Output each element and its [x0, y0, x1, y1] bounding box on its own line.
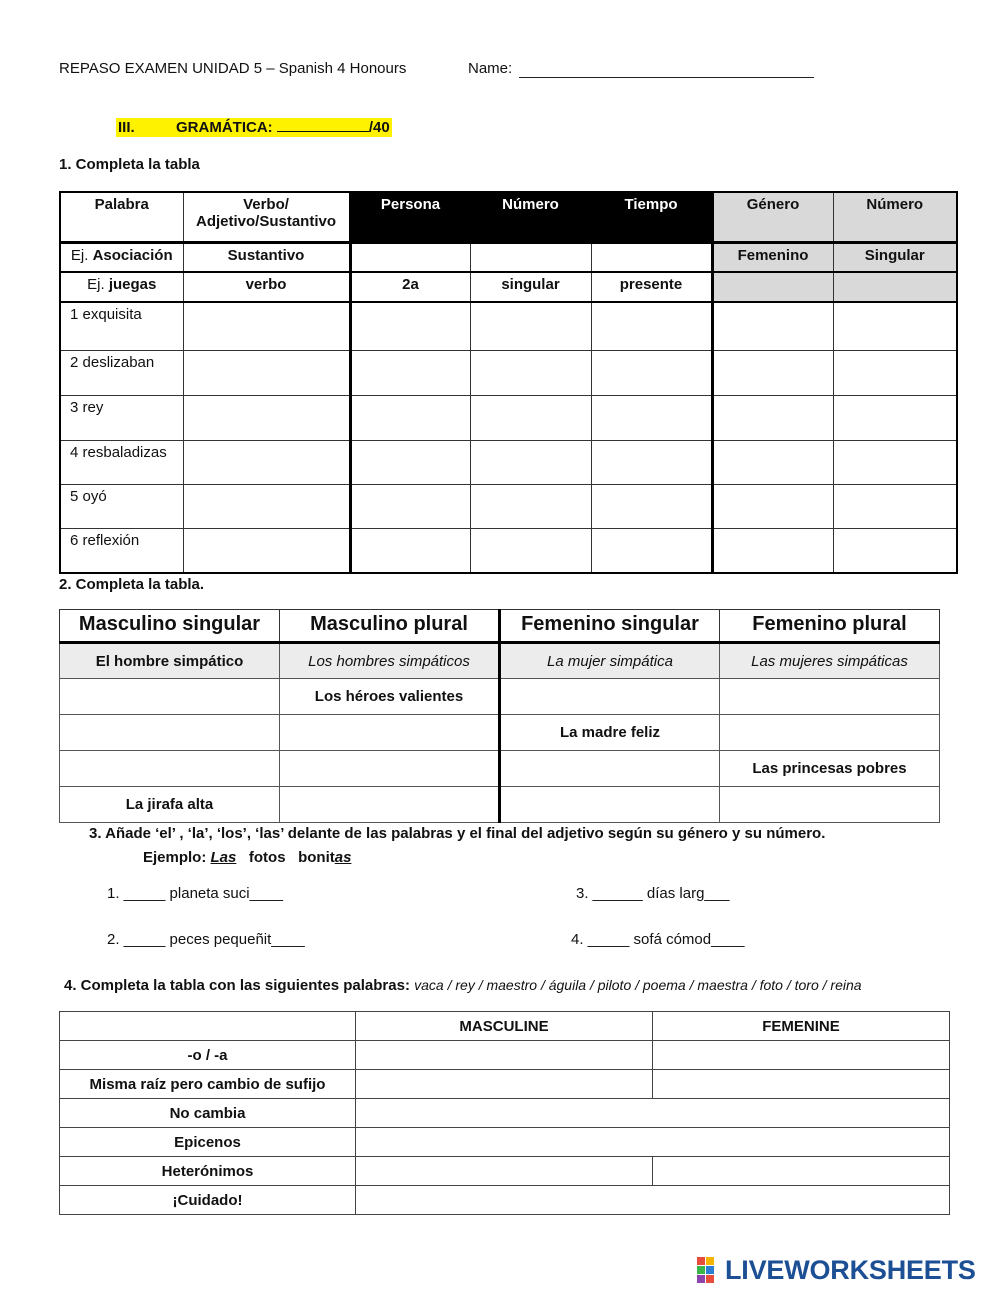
q4-table [59, 1011, 950, 1215]
q1-example2-word: Ej. juegas [60, 272, 183, 302]
q1-answer-cell[interactable] [350, 528, 470, 573]
q1-answer-cell[interactable] [470, 528, 591, 573]
q4-row-label: Misma raíz pero cambio de sufijo [60, 1070, 356, 1099]
q1-answer-cell[interactable] [470, 440, 591, 484]
q1-header-numero-nombre: Número [833, 192, 957, 242]
q4-title-line [64, 977, 862, 994]
q2-answer-cell[interactable] [60, 715, 280, 751]
q4-answer-cell[interactable] [356, 1041, 653, 1070]
q1-example1-numero [470, 242, 591, 272]
q1-answer-cell[interactable] [712, 484, 833, 528]
name-input-line[interactable] [519, 77, 814, 78]
q1-answer-cell[interactable] [591, 350, 712, 395]
logo-blocks-icon [697, 1257, 723, 1283]
q1-example2-type: verbo [183, 272, 350, 302]
q4-word-list: vaca / rey / maestro / águila / piloto / poema / maestra / foto / toro / reina [414, 977, 862, 993]
q1-answer-cell[interactable] [183, 395, 350, 440]
q1-example1-genero: Femenino [712, 242, 833, 272]
q2-answer-cell[interactable] [280, 787, 500, 823]
q3-title: 3. Añade ‘el’ , ‘la’, ‘los’, ‘las’ delante de las palabras y el final del adjetivo según su género y su número. [89, 825, 826, 842]
q1-answer-cell[interactable] [470, 302, 591, 350]
q1-answer-cell[interactable] [350, 440, 470, 484]
q1-answer-cell[interactable] [350, 395, 470, 440]
q1-answer-cell[interactable] [712, 395, 833, 440]
q2-header-masc-plur: Masculino plural [280, 610, 500, 643]
q1-table [59, 191, 958, 574]
q1-header-numero-verbo: Número [470, 192, 591, 242]
q1-header-persona: Persona [350, 192, 470, 242]
q2-answer-cell[interactable] [60, 751, 280, 787]
q1-answer-cell[interactable] [470, 350, 591, 395]
q1-example2-numero-nombre [833, 272, 957, 302]
q1-row-word: 5 oyó [60, 484, 183, 528]
q1-answer-cell[interactable] [591, 484, 712, 528]
q2-answer-cell[interactable] [720, 715, 940, 751]
q4-header-femenine: FEMENINE [653, 1012, 950, 1041]
q3-item[interactable]: 2. _____ peces pequeñit____ [107, 931, 305, 948]
q3-example [143, 849, 351, 866]
q2-given-masc-sing: La jirafa alta [60, 787, 280, 823]
q1-answer-cell[interactable] [833, 302, 957, 350]
q3-example-label: Ejemplo: [143, 849, 207, 866]
q1-header-palabra: Palabra [60, 192, 183, 242]
q1-answer-cell[interactable] [833, 395, 957, 440]
q2-table [59, 609, 940, 823]
q3-example-noun: fotos [248, 849, 286, 866]
q4-row-label: -o / -a [60, 1041, 356, 1070]
q2-answer-cell[interactable] [500, 787, 720, 823]
q1-example2-numero: singular [470, 272, 591, 302]
q1-example1-word: Ej. Asociación [60, 242, 183, 272]
q1-answer-cell[interactable] [183, 484, 350, 528]
q1-example1-type: Sustantivo [183, 242, 350, 272]
q1-row-word: 3 rey [60, 395, 183, 440]
q2-example-masc-plur: Los hombres simpáticos [280, 643, 500, 679]
q1-answer-cell[interactable] [350, 484, 470, 528]
q4-row-label: No cambia [60, 1099, 356, 1128]
q2-header-fem-sing: Femenino singular [500, 610, 720, 643]
score-blank[interactable] [277, 120, 369, 132]
q2-answer-cell[interactable] [280, 751, 500, 787]
section-number: III. [118, 119, 135, 136]
q2-example-fem-plur: Las mujeres simpáticas [720, 643, 940, 679]
q4-empty-corner [60, 1012, 356, 1041]
q4-row-label: Epicenos [60, 1128, 356, 1157]
q1-answer-cell[interactable] [470, 395, 591, 440]
name-label: Name: [468, 60, 513, 77]
q2-example-masc-sing: El hombre simpático [60, 643, 280, 679]
q1-answer-cell[interactable] [712, 440, 833, 484]
q2-given-fem-plur: Las princesas pobres [720, 751, 940, 787]
q1-row-word: 6 reflexión [60, 528, 183, 573]
q3-example-adjective: bonitas [298, 849, 352, 866]
q4-row-label: Heterónimos [60, 1157, 356, 1186]
q1-example1-numero-nombre: Singular [833, 242, 957, 272]
q1-answer-cell[interactable] [591, 528, 712, 573]
q3-example-article: Las [210, 849, 237, 866]
section-title: GRAMÁTICA: [176, 119, 273, 136]
worksheet-header [59, 60, 513, 77]
q1-title: 1. Completa la tabla [59, 156, 200, 173]
q2-answer-cell[interactable] [720, 679, 940, 715]
q1-example2-tiempo: presente [591, 272, 712, 302]
q4-answer-cell[interactable] [653, 1041, 950, 1070]
q1-answer-cell[interactable] [712, 350, 833, 395]
q4-answer-cell[interactable] [356, 1186, 950, 1215]
q4-title: 4. Completa la tabla con las siguientes palabras: [64, 977, 410, 994]
q1-row-word: 1 exquisita [60, 302, 183, 350]
q1-answer-cell[interactable] [833, 350, 957, 395]
q1-answer-cell[interactable] [591, 395, 712, 440]
q1-answer-cell[interactable] [591, 440, 712, 484]
q1-answer-cell[interactable] [183, 350, 350, 395]
q1-answer-cell[interactable] [470, 484, 591, 528]
q1-answer-cell[interactable] [833, 440, 957, 484]
q1-example1-tiempo [591, 242, 712, 272]
q2-example-fem-sing: La mujer simpática [500, 643, 720, 679]
q4-answer-cell[interactable] [356, 1128, 950, 1157]
q1-answer-cell[interactable] [183, 440, 350, 484]
q4-answer-cell[interactable] [653, 1070, 950, 1099]
q1-answer-cell[interactable] [183, 528, 350, 573]
q2-answer-cell[interactable] [500, 679, 720, 715]
q4-answer-cell[interactable] [356, 1157, 653, 1186]
q1-row-word: 4 resbaladizas [60, 440, 183, 484]
logo-text: LIVEWORKSHEETS [725, 1254, 976, 1285]
q2-title: 2. Completa la tabla. [59, 576, 205, 593]
q1-answer-cell[interactable] [712, 528, 833, 573]
q4-header-masculine: MASCULINE [356, 1012, 653, 1041]
q1-example2-genero [712, 272, 833, 302]
q1-answer-cell[interactable] [591, 302, 712, 350]
section-heading [116, 118, 392, 137]
q1-header-tipo: Verbo/ Adjetivo/Sustantivo [183, 192, 350, 242]
q3-item[interactable]: 1. _____ planeta suci____ [107, 885, 283, 902]
q2-answer-cell[interactable] [280, 715, 500, 751]
q1-example2-persona: 2a [350, 272, 470, 302]
q3-item[interactable]: 3. ______ días larg___ [576, 885, 730, 902]
q2-answer-cell[interactable] [720, 787, 940, 823]
q2-given-fem-sing: La madre feliz [500, 715, 720, 751]
q1-answer-cell[interactable] [350, 302, 470, 350]
q4-answer-cell[interactable] [356, 1070, 653, 1099]
q1-answer-cell[interactable] [833, 528, 957, 573]
q1-answer-cell[interactable] [833, 484, 957, 528]
q2-given-masc-plur: Los héroes valientes [280, 679, 500, 715]
q4-row-label: ¡Cuidado! [60, 1186, 356, 1215]
q1-example1-persona [350, 242, 470, 272]
q3-item[interactable]: 4. _____ sofá cómod____ [571, 931, 745, 948]
q2-header-fem-plur: Femenino plural [720, 610, 940, 643]
liveworksheets-logo [697, 1252, 976, 1288]
q1-answer-cell[interactable] [350, 350, 470, 395]
q4-answer-cell[interactable] [356, 1099, 950, 1128]
section-score: /40 [368, 119, 390, 136]
q1-row-word: 2 deslizaban [60, 350, 183, 395]
q1-answer-cell[interactable] [183, 302, 350, 350]
q2-answer-cell[interactable] [60, 679, 280, 715]
q1-answer-cell[interactable] [712, 302, 833, 350]
q1-header-genero: Género [712, 192, 833, 242]
q4-answer-cell[interactable] [653, 1157, 950, 1186]
q1-header-tiempo: Tiempo [591, 192, 712, 242]
q2-answer-cell[interactable] [500, 751, 720, 787]
q2-header-masc-sing: Masculino singular [60, 610, 280, 643]
worksheet-title: REPASO EXAMEN UNIDAD 5 – Spanish 4 Honours [59, 60, 407, 77]
